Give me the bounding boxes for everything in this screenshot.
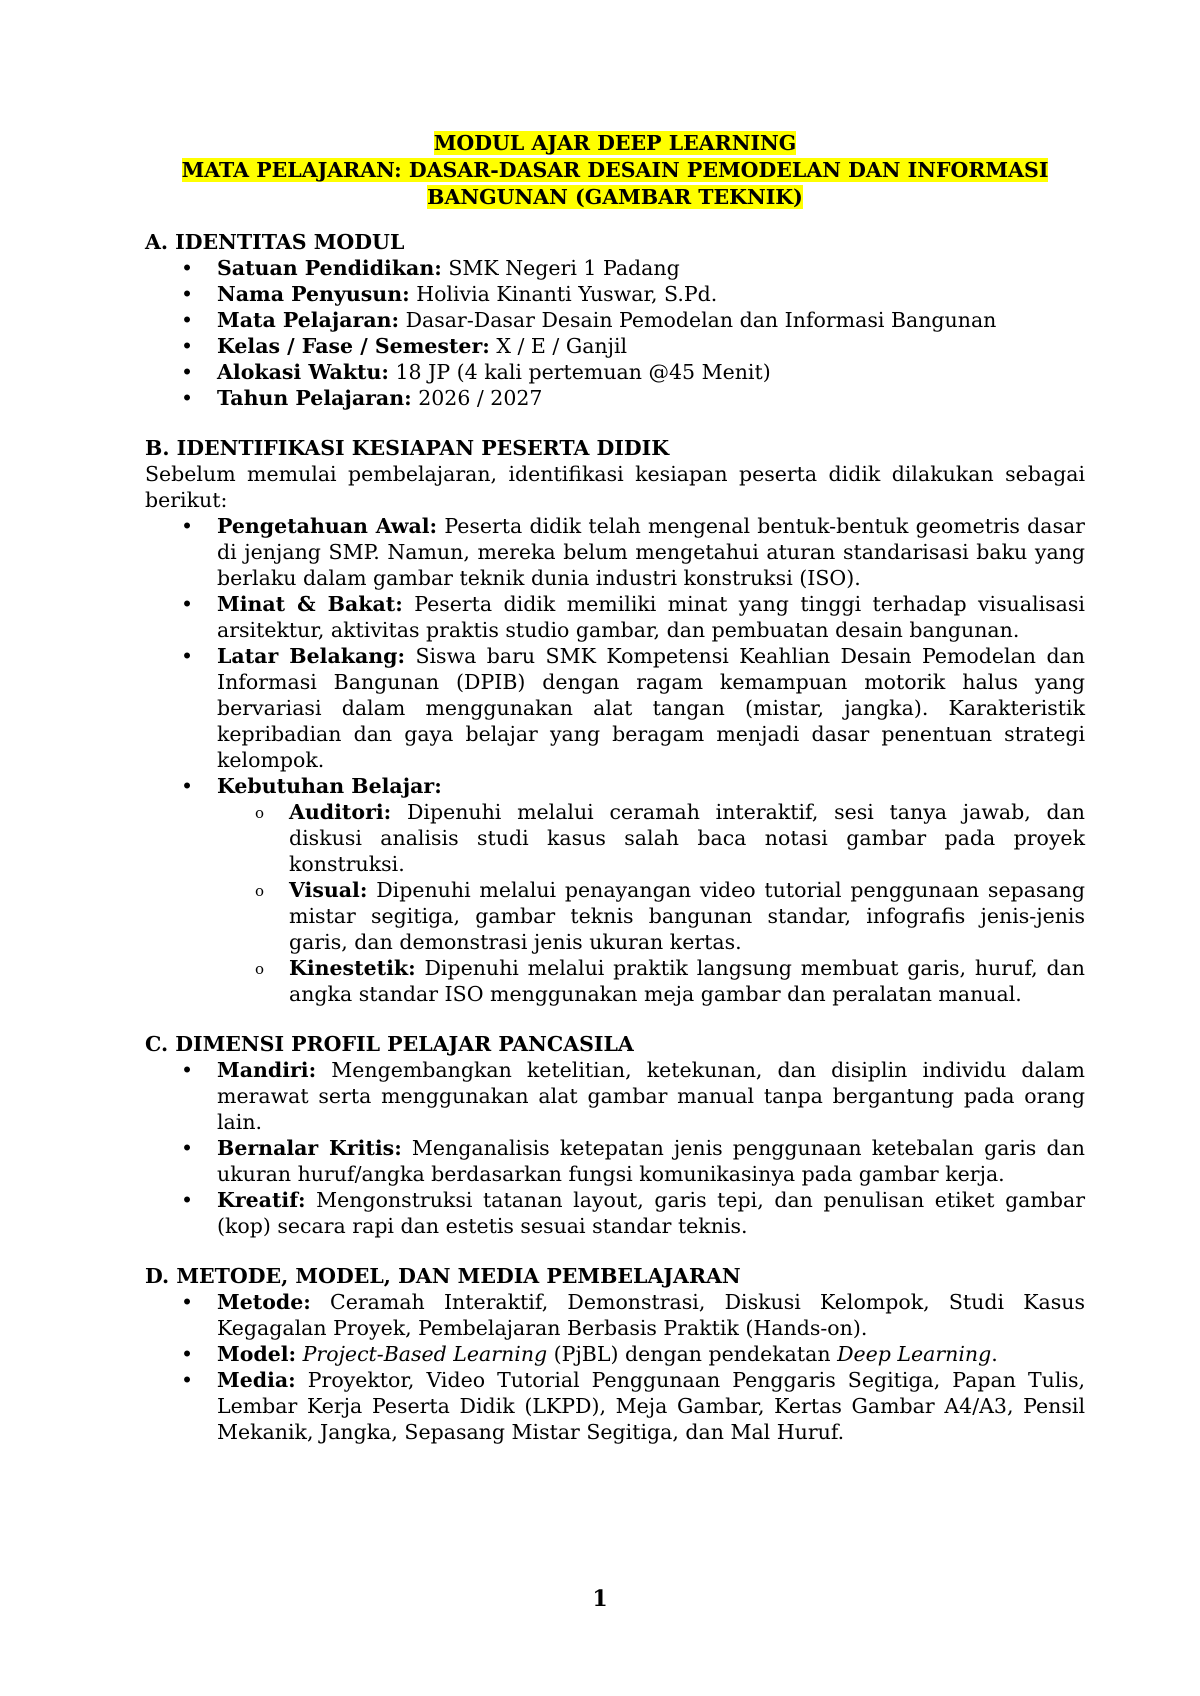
list-item: • Model: Project-Based Learning (PjBL) dengan pendekatan Deep Learning. bbox=[217, 1341, 1085, 1367]
page-number: 1 bbox=[592, 1586, 608, 1612]
title-line-2: MATA PELAJARAN: DASAR-DASAR DESAIN PEMODELAN DAN INFORMASI bbox=[181, 158, 1049, 182]
list-item: • Pengetahuan Awal: Peserta didik telah mengenal bentuk-bentuk geometris dasar di jenjang SMP. Namun, mereka belum mengetahui aturan standarisasi baku yang berlaku dalam gambar teknik dunia industri konstruksi (ISO). bbox=[217, 513, 1085, 591]
document-page bbox=[145, 130, 1085, 1445]
document-title bbox=[145, 130, 1085, 211]
title-line-1: MODUL AJAR DEEP LEARNING bbox=[433, 131, 797, 155]
list-item: • Kebutuhan Belajar: o Auditori: Dipenuhi melalui ceramah interaktif, sesi tanya jawab, dan diskusi analisis studi kasus salah baca notasi gambar pada proyek konstruksi. o Visual: Dipenuhi melalui penayangan video tutorial penggunaan sepasang mistar segitiga, gambar teknis bangunan standar, infografis jenis-jenis garis, dan demonstrasi jenis ukuran kertas. o Kinestetik: Dipenuhi melalui praktik langsung membuat garis, huruf, dan angka standar ISO menggunakan meja gambar dan peralatan manual. bbox=[217, 773, 1085, 1007]
section-b-intro: Sebelum memulai pembelajaran, identifikasi kesiapan peserta didik dilakukan sebagai berikut: bbox=[145, 462, 1085, 512]
list-item: • Alokasi Waktu: 18 JP (4 kali pertemuan @45 Menit) bbox=[217, 359, 1085, 385]
sub-list-item: o Kinestetik: Dipenuhi melalui praktik langsung membuat garis, huruf, dan angka standar ISO menggunakan meja gambar dan peralatan manual. bbox=[289, 955, 1085, 1007]
section-b-list bbox=[145, 513, 1085, 1007]
list-item: • Kelas / Fase / Semester: X / E / Ganjil bbox=[217, 333, 1085, 359]
learning-needs-list bbox=[217, 799, 1085, 1007]
list-item: • Bernalar Kritis: Menganalisis ketepatan jenis penggunaan ketebalan garis dan ukuran huruf/angka berdasarkan fungsi komunikasinya pada gambar kerja. bbox=[217, 1135, 1085, 1187]
sub-list-item: o Auditori: Dipenuhi melalui ceramah interaktif, sesi tanya jawab, dan diskusi analisis studi kasus salah baca notasi gambar pada proyek konstruksi. bbox=[289, 799, 1085, 877]
list-item: • Latar Belakang: Siswa baru SMK Kompetensi Keahlian Desain Pemodelan dan Informasi Bangunan (DPIB) dengan ragam kemampuan motorik halus yang bervariasi dalam menggunakan alat tangan (mistar, jangka). Karakteristik kepribadian dan gaya belajar yang beragam menjadi dasar penentuan strategi kelompok. bbox=[217, 643, 1085, 773]
list-item: • Mandiri: Mengembangkan ketelitian, ketekunan, dan disiplin individu dalam merawat serta menggunakan alat gambar manual tanpa bergantung pada orang lain. bbox=[217, 1057, 1085, 1135]
section-d-heading: D. METODE, MODEL, DAN MEDIA PEMBELAJARAN bbox=[145, 1264, 741, 1288]
list-item: • Media: Proyektor, Video Tutorial Penggunaan Penggaris Segitiga, Papan Tulis, Lembar Kerja Peserta Didik (LKPD), Meja Gambar, Kertas Gambar A4/A3, Pensil Mekanik, Jangka, Sepasang Mistar Segitiga, dan Mal Huruf. bbox=[217, 1367, 1085, 1445]
section-c-list bbox=[145, 1057, 1085, 1239]
list-item: • Mata Pelajaran: Dasar-Dasar Desain Pemodelan dan Informasi Bangunan bbox=[217, 307, 1085, 333]
section-a-list bbox=[145, 255, 1085, 411]
section-c-heading: C. DIMENSI PROFIL PELAJAR PANCASILA bbox=[145, 1032, 634, 1056]
section-d-list bbox=[145, 1289, 1085, 1445]
section-a-heading: A. IDENTITAS MODUL bbox=[145, 230, 405, 254]
list-item: • Satuan Pendidikan: SMK Negeri 1 Padang bbox=[217, 255, 1085, 281]
section-b-heading: B. IDENTIFIKASI KESIAPAN PESERTA DIDIK bbox=[145, 436, 670, 460]
title-line-3: BANGUNAN (GAMBAR TEKNIK) bbox=[427, 185, 803, 209]
list-item: • Tahun Pelajaran: 2026 / 2027 bbox=[217, 385, 1085, 411]
sub-list-item: o Visual: Dipenuhi melalui penayangan video tutorial penggunaan sepasang mistar segitiga, gambar teknis bangunan standar, infografis jenis-jenis garis, dan demonstrasi jenis ukuran kertas. bbox=[289, 877, 1085, 955]
list-item: • Kreatif: Mengonstruksi tatanan layout, garis tepi, dan penulisan etiket gambar (kop) secara rapi dan estetis sesuai standar teknis. bbox=[217, 1187, 1085, 1239]
list-item: • Minat & Bakat: Peserta didik memiliki minat yang tinggi terhadap visualisasi arsitektur, aktivitas praktis studio gambar, dan pembuatan desain bangunan. bbox=[217, 591, 1085, 643]
list-item: • Nama Penyusun: Holivia Kinanti Yuswar, S.Pd. bbox=[217, 281, 1085, 307]
list-item: • Metode: Ceramah Interaktif, Demonstrasi, Diskusi Kelompok, Studi Kasus Kegagalan Proyek, Pembelajaran Berbasis Praktik (Hands-on). bbox=[217, 1289, 1085, 1341]
